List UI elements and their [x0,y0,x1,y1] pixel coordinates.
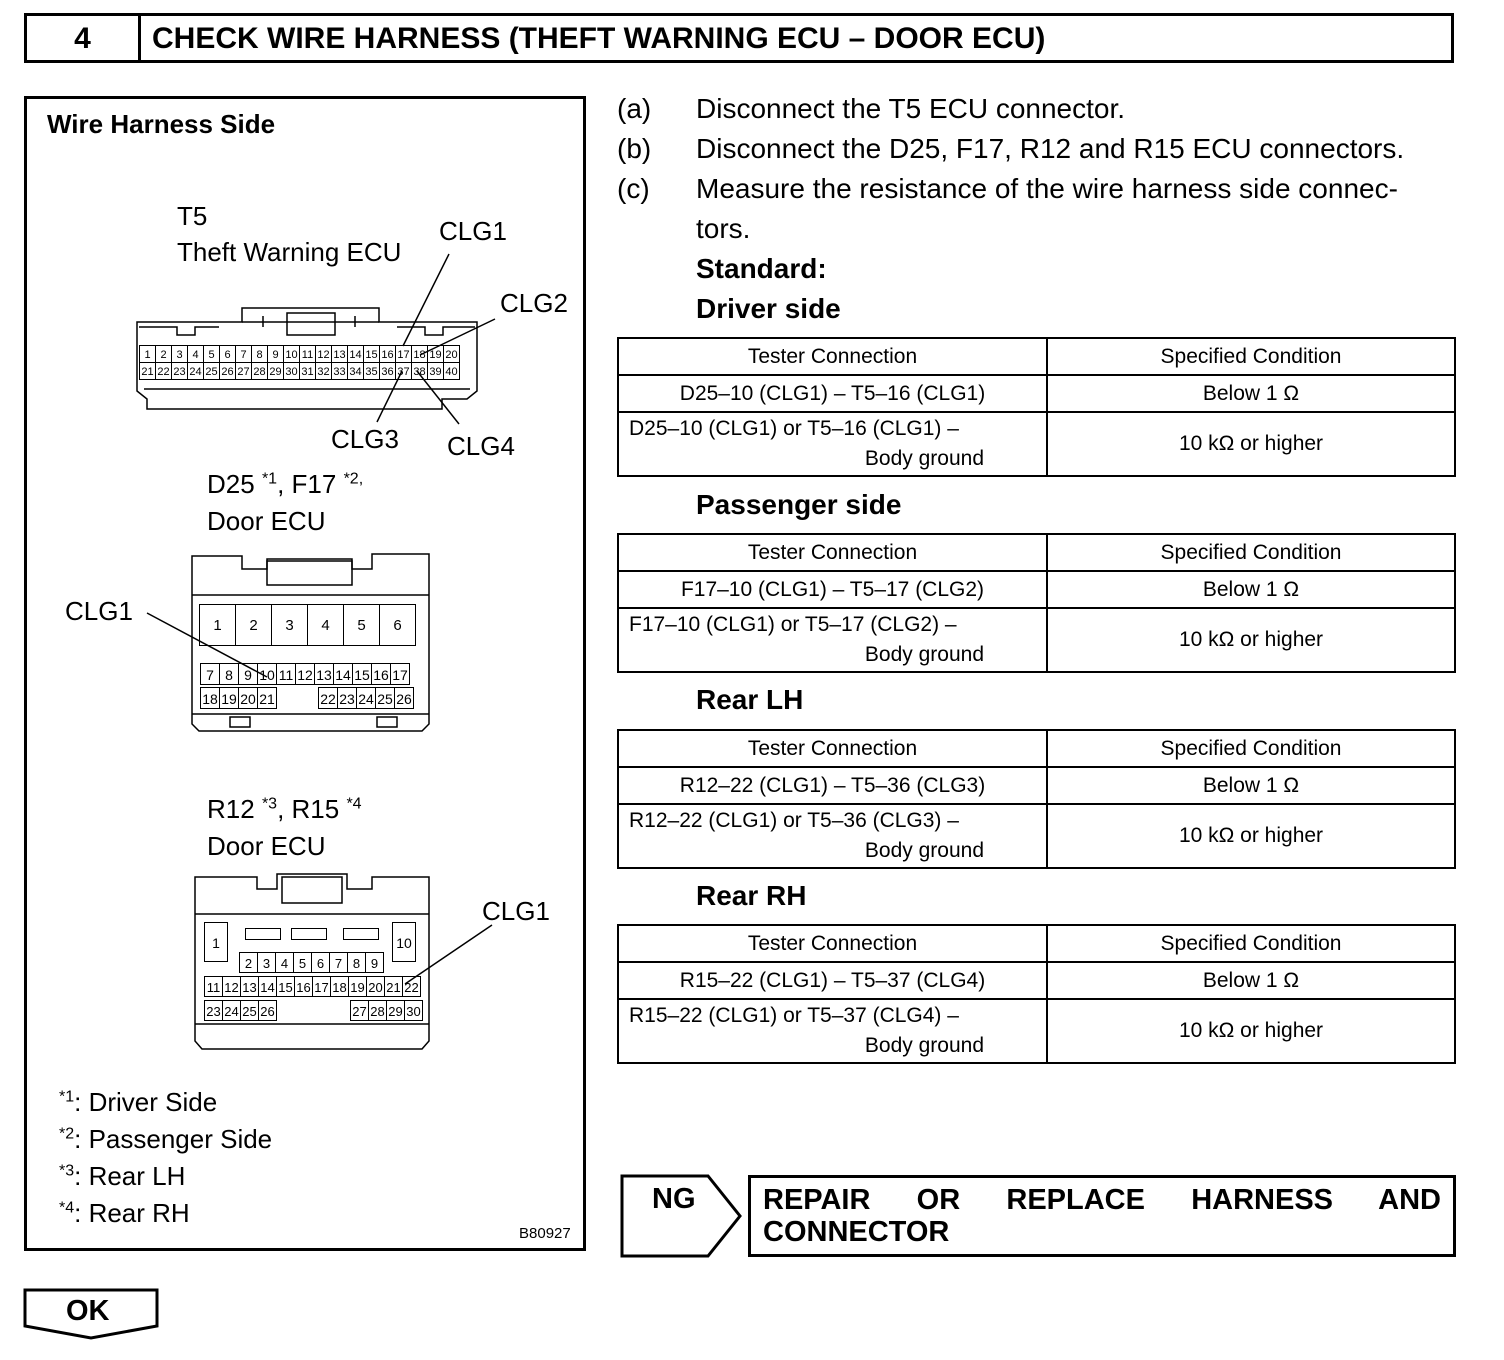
pin-cell: 23 [337,687,357,709]
table-row [618,962,1455,999]
tester-connection: R12–22 (CLG1) – T5–36 (CLG3) [618,767,1047,804]
pin-cell: 6 [379,604,416,646]
table-row [618,804,1455,868]
pin-cell: 29 [267,362,284,380]
pin-cell: 35 [363,362,380,380]
spec-table [617,924,1456,1064]
t5-pins-row1 [140,345,460,363]
step-c-text-cont: tors. [696,213,751,244]
pin-cell: 24 [356,687,376,709]
tester-connection [618,999,1047,1063]
section-title: Rear RH [696,880,807,911]
header-tester: Tester Connection [618,338,1047,375]
table-header-row [618,925,1455,962]
header-condition: Specified Condition [1047,534,1455,571]
header-condition: Specified Condition [1047,338,1455,375]
tester-connection [618,608,1047,672]
tester-connection-line1: D25–10 (CLG1) or T5–16 (CLG1) – [629,417,959,440]
section-title: Passenger side [696,489,902,520]
pin-cell: 5 [343,604,380,646]
specified-condition: 10 kΩ or higher [1047,999,1455,1063]
pin-cell: 12 [315,345,332,363]
pin-cell: 21 [384,976,403,997]
table-row [618,767,1455,804]
pin-cell: 25 [375,687,395,709]
header-condition: Specified Condition [1047,925,1455,962]
header-condition: Specified Condition [1047,730,1455,767]
pin-cell: 36 [379,362,396,380]
tester-connection: F17–10 (CLG1) – T5–17 (CLG2) [618,571,1047,608]
step-c-text: Measure the resistance of the wire harness side connec- [696,173,1398,204]
tester-connection: R15–22 (CLG1) – T5–37 (CLG4) [618,962,1047,999]
pin-cell: 20 [238,687,258,709]
pin-cell: 24 [187,362,204,380]
t5-name: Theft Warning ECU [177,237,402,267]
pin-cell: 18 [411,345,428,363]
pin-cell: 13 [240,976,259,997]
pin-cell: 19 [348,976,367,997]
pin-cell: 4 [307,604,344,646]
pin-cell: 30 [283,362,300,380]
pin-cell: 29 [386,1000,405,1021]
clg3-label: CLG3 [331,424,399,454]
tester-connection: D25–10 (CLG1) – T5–16 (CLG1) [618,375,1047,412]
pin-cell: 33 [331,362,348,380]
d25-label: D25 $^{*1}$, F17 $^{*2,}$ [207,469,364,499]
r12-pin-10 [393,922,416,962]
pin-cell: 38 [411,362,428,380]
r12-name: R12 [207,794,255,824]
pin-cell: 7 [200,663,220,685]
pin-cell: 16 [294,976,313,997]
d25-pins-row3a [201,687,277,709]
tester-connection-line2: Body ground [864,643,984,666]
pin-cell: 28 [251,362,268,380]
pin-cell: 8 [219,663,239,685]
pin-cell: 11 [299,345,316,363]
pin-cell: 26 [258,1000,277,1021]
ok-label: OK [66,1295,110,1327]
pin-cell: 20 [443,345,460,363]
step-header [24,13,1454,63]
connector-slot [291,928,327,940]
pin-cell: 7 [329,952,348,973]
tester-connection-line1: R15–22 (CLG1) or T5–37 (CLG4) – [629,1004,959,1027]
pin-cell: 21 [139,362,156,380]
t5-label: T5 [177,201,208,231]
pin-cell: 11 [276,663,296,685]
pin-cell: 27 [350,1000,369,1021]
pin-cell: 17 [390,663,410,685]
pin-cell: 9 [267,345,284,363]
table-row [618,608,1455,672]
pin-cell: 22 [155,362,172,380]
specified-condition: Below 1 Ω [1047,571,1455,608]
clg1-label-r12: CLG1 [482,896,550,926]
figure-code: B80927 [519,1225,571,1242]
section-title: Driver side [696,293,841,324]
step-title: CHECK WIRE HARNESS (THEFT WARNING ECU – DOOR ECU) [152,22,1046,55]
pin-cell: 2 [235,604,272,646]
pin-cell: 22 [318,687,338,709]
header-tester: Tester Connection [618,925,1047,962]
pin-cell: 25 [203,362,220,380]
table-header-row [618,338,1455,375]
tester-connection-line2: Body ground [864,1034,984,1057]
pin-cell: 13 [331,345,348,363]
pin-cell: 28 [368,1000,387,1021]
pin-cell: 22 [402,976,421,997]
d25-pins-row1 [200,604,416,646]
pin-cell: 1 [139,345,156,363]
pin-cell: 2 [239,952,258,973]
pin-cell: 19 [427,345,444,363]
pin-cell: 25 [240,1000,259,1021]
note-3 [59,1161,185,1192]
connector-slot [245,928,281,940]
header-tester: Tester Connection [618,534,1047,571]
tester-connection-line2: Body ground [864,839,984,862]
table-row [618,412,1455,476]
pin-cell: 8 [251,345,268,363]
table-row [618,999,1455,1063]
section-title: Rear LH [696,684,804,715]
pin-cell: 4 [187,345,204,363]
tester-connection-line1: R12–22 (CLG1) or T5–36 (CLG3) – [629,809,959,832]
step-number: 4 [27,16,141,60]
step-a-label: (a) [617,93,652,124]
step-a-text: Disconnect the T5 ECU connector. [696,93,1126,124]
pin-cell: 11 [204,976,223,997]
note-mark: *3 [59,1162,75,1180]
pin-cell: 18 [200,687,220,709]
pin-cell: 18 [330,976,349,997]
pin-cell: 15 [276,976,295,997]
header-tester: Tester Connection [618,730,1047,767]
pin-cell: 20 [366,976,385,997]
ng-text-line1: REPAIR OR REPLACE HARNESS AND [763,1184,1441,1216]
pin-cell: 14 [333,663,353,685]
ng-action-box [748,1175,1456,1257]
pin-cell: 1 [204,922,228,962]
clg4-label: CLG4 [447,431,515,461]
step-b-text: Disconnect the D25, F17, R12 and R15 ECU connectors. [696,133,1405,164]
pin-cell: 16 [371,663,391,685]
specified-condition: 10 kΩ or higher [1047,412,1455,476]
pin-cell: 2 [155,345,172,363]
pin-cell: 14 [258,976,277,997]
f17-name: F17 [291,469,337,499]
spec-table [617,729,1456,869]
tester-connection [618,412,1047,476]
pin-cell: 3 [257,952,276,973]
pin-cell: 10 [392,922,416,962]
pin-cell: 31 [299,362,316,380]
spec-table [617,337,1456,477]
table-row [618,571,1455,608]
pin-cell: 32 [315,362,332,380]
t5-pins-row2 [140,362,460,380]
d25-sub: Door ECU [207,506,326,536]
pin-cell: 14 [347,345,364,363]
r12-pin-1 [205,922,228,962]
pin-cell: 9 [238,663,258,685]
pin-cell: 40 [443,362,460,380]
r12-sup: *3 [261,795,278,813]
r12-pins-row3a [205,1000,277,1021]
f17-sup: *2, [343,470,364,488]
pin-cell: 30 [404,1000,423,1021]
pin-cell: 1 [199,604,236,646]
step-b-label: (b) [617,133,652,164]
pin-cell: 5 [293,952,312,973]
table-header-row [618,534,1455,571]
pin-cell: 34 [347,362,364,380]
step-c-label: (c) [617,173,650,204]
pin-cell: 4 [275,952,294,973]
pin-cell: 13 [314,663,334,685]
pin-cell: 37 [395,362,412,380]
pin-cell: 23 [171,362,188,380]
note-text: : Rear RH [74,1198,190,1228]
note-text: : Rear LH [74,1161,186,1191]
specified-condition: 10 kΩ or higher [1047,804,1455,868]
connector-slot [343,928,379,940]
pin-cell: 10 [257,663,277,685]
pin-cell: 3 [171,345,188,363]
note-text: : Passenger Side [74,1124,273,1154]
specified-condition: Below 1 Ω [1047,375,1455,412]
specified-condition: 10 kΩ or higher [1047,608,1455,672]
r12-pins-row1 [240,952,384,973]
note-1 [59,1087,217,1118]
r12-pins-row2 [205,976,421,997]
note-mark: *2 [59,1125,75,1143]
clg1-label-t5: CLG1 [439,216,507,246]
d25-name: D25 [207,469,255,499]
specified-condition: Below 1 Ω [1047,962,1455,999]
pin-cell: 39 [427,362,444,380]
standard-label: Standard: [696,253,827,284]
d25-sup: *1 [261,470,278,488]
ng-text-line2: CONNECTOR [763,1216,950,1248]
pin-cell: 8 [347,952,366,973]
pin-cell: 24 [222,1000,241,1021]
figure-title: Wire Harness Side [47,109,276,139]
pin-cell: 21 [257,687,277,709]
note-mark: *4 [59,1199,75,1217]
table-header-row [618,730,1455,767]
pin-cell: 10 [283,345,300,363]
tester-connection [618,804,1047,868]
clg2-label: CLG2 [500,288,568,318]
tester-connection-line2: Body ground [864,447,984,470]
note-4 [59,1198,190,1229]
pin-cell: 3 [271,604,308,646]
wiring-figure [24,96,586,1251]
r12-label: R12 $^{*3}$, R15 $^{*4}$ [207,794,362,824]
d25-pins-row3b [319,687,414,709]
pin-cell: 26 [394,687,414,709]
d25-pins-row2 [201,663,410,685]
r12-pins-row3b [351,1000,423,1021]
pin-cell: 23 [204,1000,223,1021]
pin-cell: 15 [352,663,372,685]
r15-name: R15 [291,794,340,824]
pin-cell: 12 [295,663,315,685]
note-mark: *1 [59,1088,75,1106]
pin-cell: 9 [365,952,384,973]
pin-cell: 26 [219,362,236,380]
pin-cell: 17 [312,976,331,997]
tester-connection-line1: F17–10 (CLG1) or T5–17 (CLG2) – [629,613,957,636]
pin-cell: 19 [219,687,239,709]
ng-label: NG [652,1183,696,1215]
pin-cell: 15 [363,345,380,363]
spec-table [617,533,1456,673]
r12-sub: Door ECU [207,831,326,861]
pin-cell: 6 [311,952,330,973]
note-2 [59,1124,272,1155]
pin-cell: 16 [379,345,396,363]
table-row [618,375,1455,412]
clg1-label-d25: CLG1 [65,596,133,626]
pin-cell: 5 [203,345,220,363]
pin-cell: 7 [235,345,252,363]
pin-cell: 27 [235,362,252,380]
note-text: : Driver Side [74,1087,218,1117]
pin-cell: 12 [222,976,241,997]
specified-condition: Below 1 Ω [1047,767,1455,804]
pin-cell: 6 [219,345,236,363]
r15-sup: *4 [346,795,362,813]
pin-cell: 17 [395,345,412,363]
